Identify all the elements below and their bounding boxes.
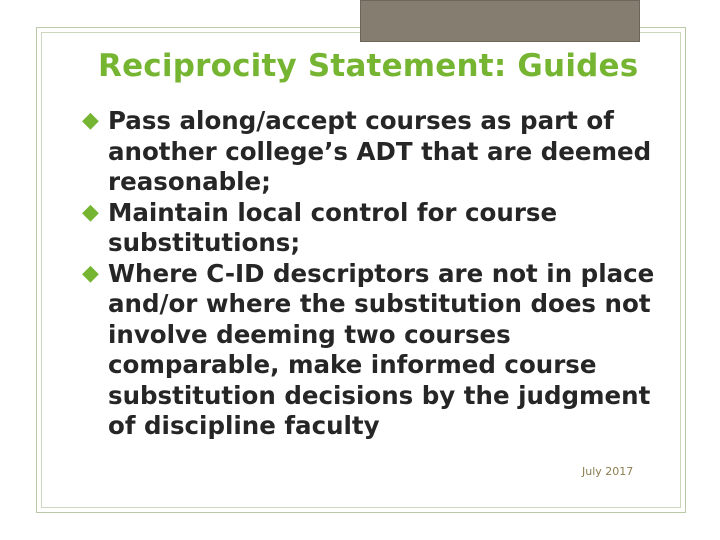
bullet-text: Where C-ID descriptors are not in place and/or where the substitution does not involve deeming two courses comparable, make informed course substitution decisions by the judgment of discipline faculty	[108, 258, 655, 440]
bullet-item	[82, 106, 682, 198]
bullet-list	[82, 106, 682, 442]
footer-date: July 2017	[582, 465, 634, 478]
bullet-text: Maintain local control for course substitutions;	[108, 197, 558, 257]
bullet-item	[82, 198, 682, 259]
bullet-text: Pass along/accept courses as part of another college’s ADT that are deemed reasonable;	[108, 106, 652, 196]
slide-title: Reciprocity Statement: Guides	[98, 48, 639, 84]
bullet-item	[82, 259, 682, 442]
diamond-bullet-icon: ◆	[82, 199, 99, 225]
diamond-bullet-icon: ◆	[82, 260, 99, 286]
corner-decoration	[360, 0, 640, 42]
diamond-bullet-icon: ◆	[82, 108, 99, 133]
